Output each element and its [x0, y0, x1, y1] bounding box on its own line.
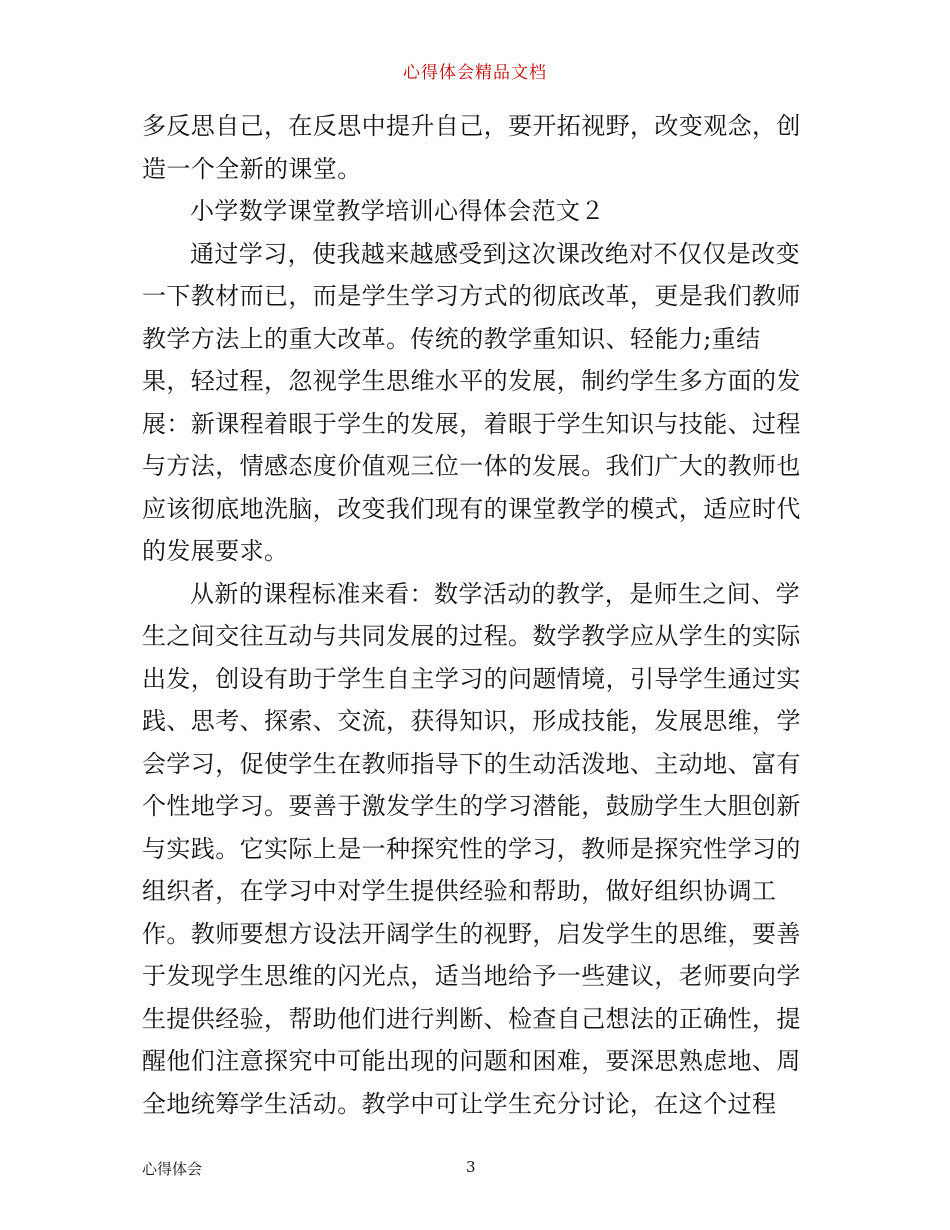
text-line: 于发现学生思维的闪光点，适当地给予一些建议，老师要向学 [142, 962, 801, 990]
text-line: 与方法，情感态度价值观三位一体的发展。我们广大的教师也 [142, 452, 801, 480]
text-line: 的发展要求。 [142, 537, 289, 565]
text-line: 全地统筹学生活动。教学中可让学生充分讨论，在这个过程 [142, 1089, 777, 1118]
text-line: 生提供经验，帮助他们进行判断、检查自己想法的正确性，提 [142, 1004, 801, 1033]
text-line: 作。教师要想方设法开阔学生的视野，启发学生的思维，要善 [142, 919, 801, 948]
text-line: 从新的课程标准来看：数学活动的教学，是师生之间、学 [190, 579, 800, 608]
text-line: 果，轻过程，忽视学生思维水平的发展，制约学生多方面的发 [142, 367, 801, 395]
text-line: 造一个全新的课堂。 [142, 154, 362, 183]
text-line: 应该彻底地洗脑，改变我们现有的课堂教学的模式，适应时代 [142, 494, 801, 523]
text-line: 醒他们注意探究中可能出现的问题和困难，要深思熟虑地、周 [142, 1047, 801, 1075]
text-line: 生之间交往互动与共同发展的过程。数学教学应从学生的实际 [142, 622, 801, 650]
text-line: 一下教材而已，而是学生学习方式的彻底改革，更是我们教师 [142, 282, 801, 310]
text-line: 多反思自己，在反思中提升自己，要开拓视野，改变观念，创 [142, 112, 801, 140]
body-text [142, 105, 812, 1125]
text-line: 出发，创设有助于学生自主学习的问题情境，引导学生通过实 [142, 664, 801, 693]
text-line: 小学数学课堂教学培训心得体会范文２ [190, 197, 605, 225]
footer-page-number: 3 [466, 1158, 476, 1176]
page-header-title: 心得体会精品文档 [403, 63, 547, 83]
footer-label: 心得体会 [142, 1160, 203, 1178]
text-line: 践、思考、探索、交流，获得知识，形成技能，发展思维，学 [142, 707, 801, 735]
text-line: 通过学习，使我越来越感受到这次课改绝对不仅仅是改变 [190, 239, 800, 268]
text-line: 教学方法上的重大改革。传统的教学重知识、轻能力;重结 [142, 324, 761, 353]
text-line: 会学习，促使学生在教师指导下的生动活泼地、主动地、富有 [142, 749, 801, 778]
text-line: 组织者，在学习中对学生提供经验和帮助，做好组织协调工 [142, 877, 777, 905]
text-line: 与实践。它实际上是一种探究性的学习，教师是探究性学习的 [142, 834, 801, 863]
text-line: 展：新课程着眼于学生的发展，着眼于学生知识与技能、过程 [142, 409, 801, 438]
text-line: 个性地学习。要善于激发学生的学习潜能，鼓励学生大胆创新 [142, 792, 801, 820]
